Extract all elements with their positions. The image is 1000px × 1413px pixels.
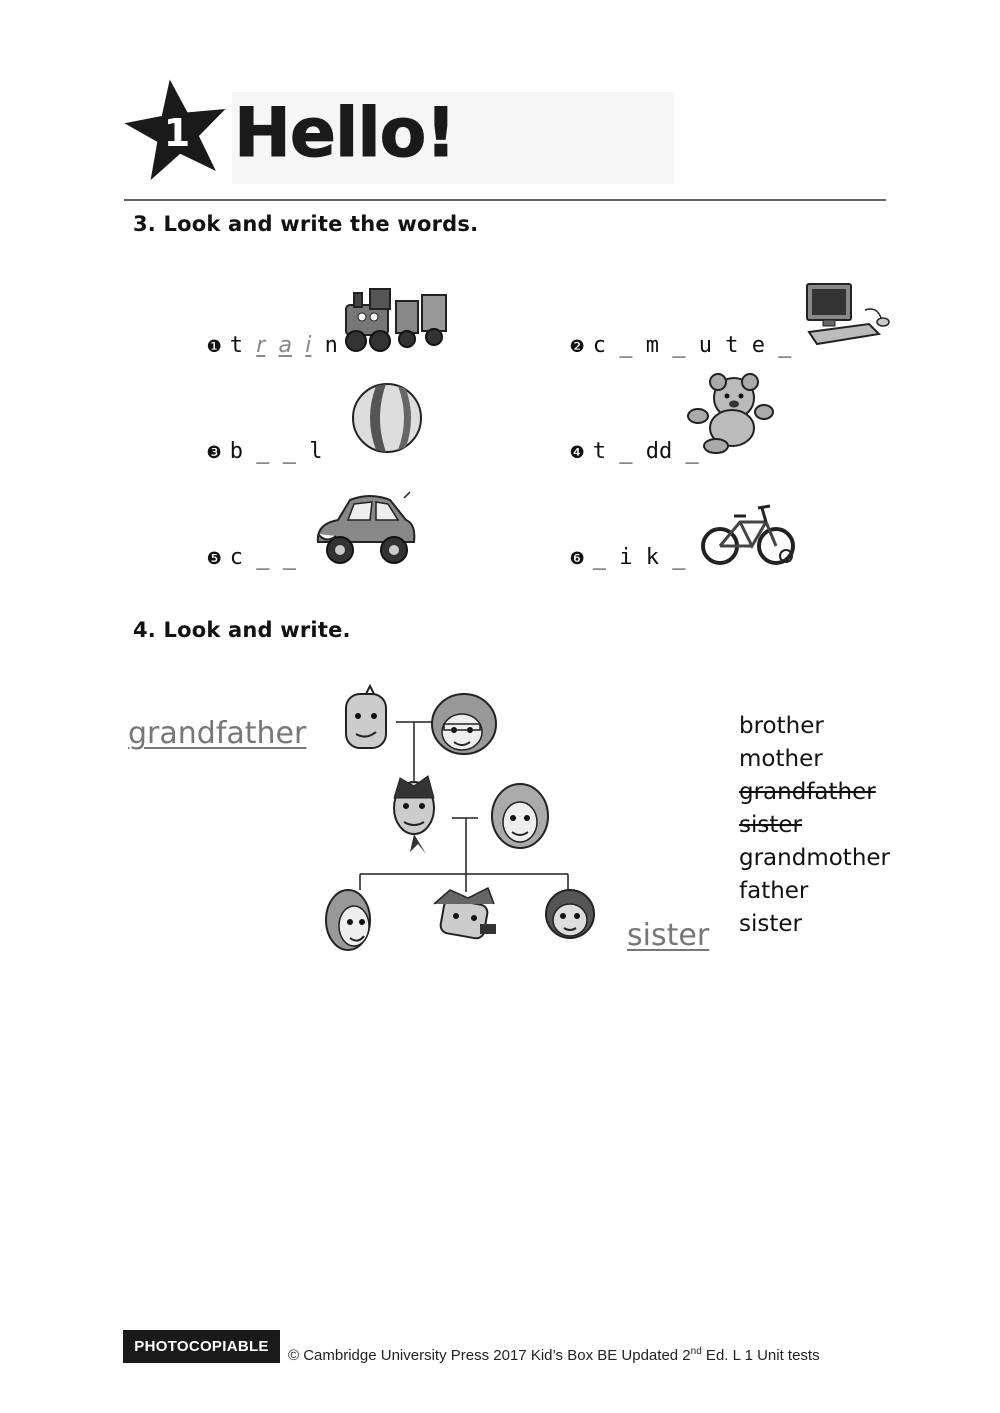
train-icon [342,283,450,355]
answer-letter: a [278,333,293,358]
item-number: ❺ [206,549,222,569]
word-bank-item-used: grandfather [739,779,876,805]
mother-face-icon [492,784,548,848]
item-number: ❷ [569,337,585,357]
sister-face-icon [326,890,370,950]
ball-icon [350,381,424,455]
word-item-1: ❶ t r a i n [206,333,338,358]
answer-letter: r [256,333,266,358]
word-item-6: ❻ _ i k _ [569,545,686,570]
copyright-notice: © Cambridge University Press 2017 Kid’s Box BE Updated 2nd Ed. L 1 Unit tests [288,1346,820,1364]
word-bank-item: father [739,878,809,904]
word-bank-item: mother [739,746,823,772]
item-number: ❹ [569,443,585,463]
exercise3-title: 3. Look and write the words. [133,212,479,236]
computer-icon [803,280,893,348]
exercise4-title: 4. Look and write. [133,618,351,642]
item-number: ❻ [569,549,585,569]
father-face-icon [394,776,434,854]
photocopiable-badge: PHOTOCOPIABLE [123,1330,280,1363]
word-bank-item-used: sister [739,812,802,838]
brother-face-icon [434,888,496,940]
answer-sister: sister [627,918,710,953]
answer-letter: i [305,333,312,358]
word-item-4: ❹ t _ dd _ [569,439,699,464]
word-item-5: ❺ c _ _ [206,545,296,570]
word-bank-item: brother [739,713,824,739]
unit-title-banner [232,92,674,184]
page-title: Hello! [234,94,456,173]
unit-star-icon [122,76,232,186]
word-bank [739,710,890,941]
header-divider [124,199,886,201]
family-tree [318,682,618,964]
unit-number: 1 [163,111,191,155]
bike-icon [700,498,800,570]
grandmother-face-icon [432,694,496,754]
word-bank-item: grandmother [739,845,891,871]
baby-sister-face-icon [546,890,594,938]
item-number: ❶ [206,337,222,357]
grandfather-face-icon [346,686,386,748]
word-item-3: ❸ b _ _ l [206,439,323,464]
car-icon [310,490,420,570]
teddy-bear-icon [684,372,776,454]
word-bank-item: sister [739,911,802,937]
word-item-2: ❷ c _ m _ u t e _ [569,333,792,358]
answer-grandfather: grandfather [128,716,307,751]
item-number: ❸ [206,443,222,463]
